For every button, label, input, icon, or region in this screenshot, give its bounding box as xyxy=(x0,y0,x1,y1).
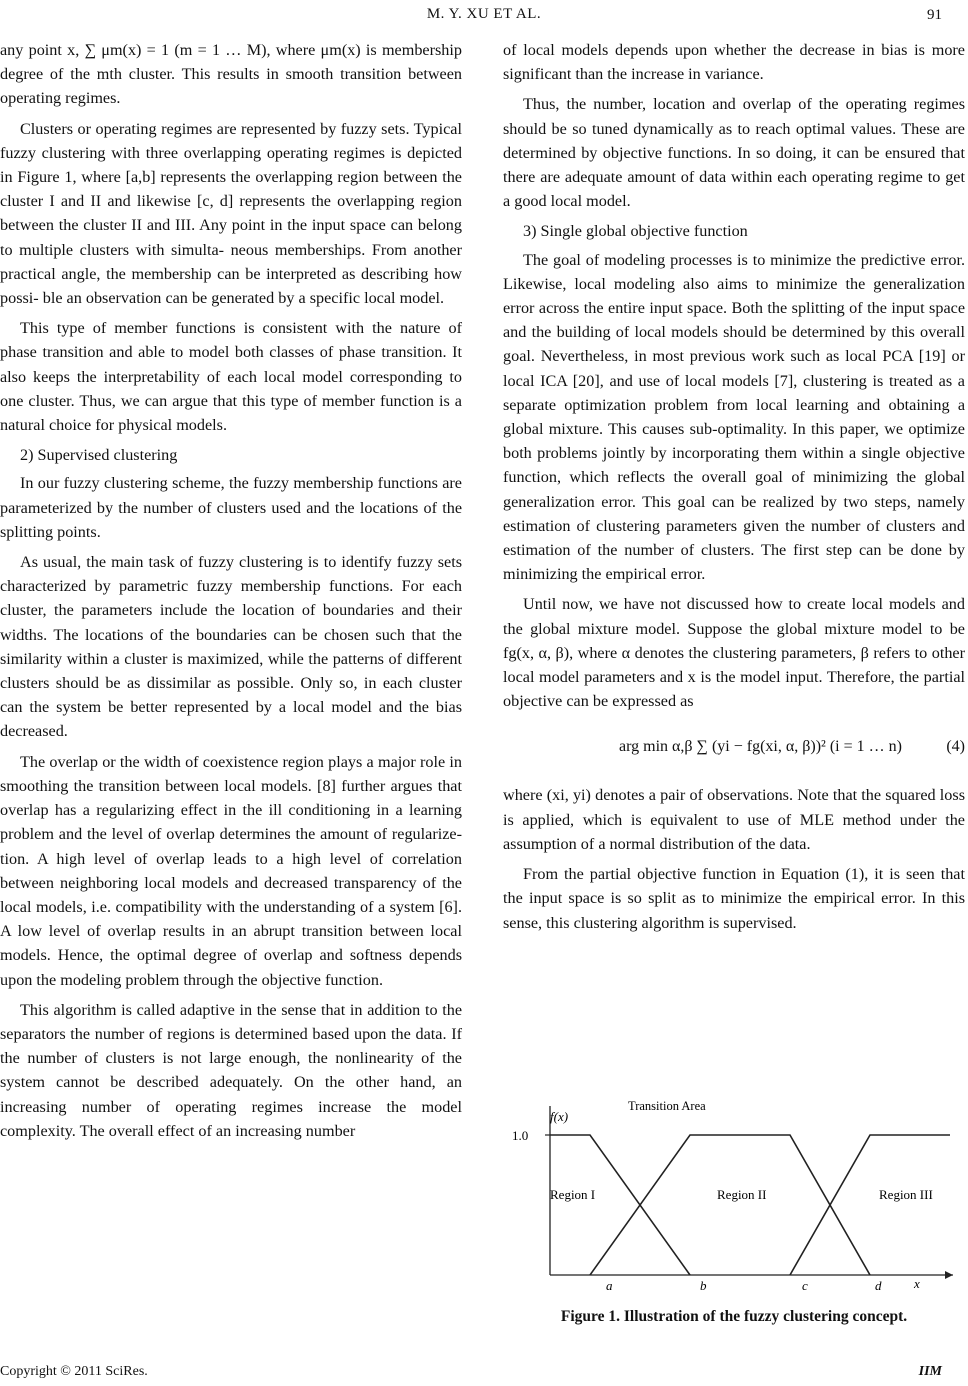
section-heading: 2) Supervised clustering xyxy=(20,446,178,465)
paragraph: of local models depends upon whether the decrease in bias is more significant than the increase in variance. xyxy=(503,41,965,84)
membership-curve-region-2 xyxy=(590,1135,870,1275)
paragraph: any point x, ∑ μm(x) = 1 (m = 1 … M), where μm(x) is membership degree of the mth cluster. This results in smooth transition between operating regimes. xyxy=(0,41,462,108)
right-column xyxy=(503,38,965,941)
region-label-2: Region II xyxy=(717,1187,767,1202)
paragraph: The overlap or the width of coexistence region plays a major role in smoothing the transition between local models. [8] further argues that overlap has a regularizing effect in the ill conditioning in a learning problem and the level of overlap determines the amount of regularize- tion. A high level of overlap leads to a high level of correlation between neighboring local models and decreased transparency of the local models, i.e. compatibility with the understanding of a system [6]. A low level of overlap results in an abrupt transition between local models. Hence, the optimal degree of overlap and softness depends upon the modeling problem through the objective function. xyxy=(0,752,462,989)
level-label: 1.0 xyxy=(512,1128,529,1143)
running-title: M. Y. XU ET AL. xyxy=(426,6,542,22)
paragraph: This algorithm is called adaptive in the sense that in addition to the separators the number of regions is determined based upon the data. If the number of clusters is not large enough, the nonlinearity of the system cannot be described adequately. On the other hand, an increasing number of operating regimes increase the model complexity. The overall effect of an increasing number xyxy=(0,1000,462,1140)
equation-4 xyxy=(503,719,965,775)
paragraph: In our fuzzy clustering scheme, the fuzzy membership functions are parameterized by the number of clusters used and the locations of the splitting points. xyxy=(0,474,462,541)
region-label-1: Region I xyxy=(550,1187,596,1202)
copyright-text: Copyright © 2011 SciRes. xyxy=(0,1364,148,1379)
paragraph: Clusters or operating regimes are represented by fuzzy sets. Typical fuzzy clustering with three overlapping operating regimes is depicted in Figure 1, where [a,b] represents the overlapping region between the cluster I and II and likewise [c, d] represents the overlapping region between the cluster II and III. Any point in the input space can belong to multiple clusters with simulta- neous memberships. From another practical angle, the membership can be interpreted as describing how possi- ble an observation can be generated by a specific local model. xyxy=(0,119,462,308)
figure-caption: Figure 1. Illustration of the fuzzy clustering concept. xyxy=(560,1308,908,1325)
membership-curve-region-1 xyxy=(550,1135,690,1275)
section-heading: 3) Single global objective function xyxy=(523,222,748,241)
point-label-d: d xyxy=(875,1278,882,1293)
paragraph: This type of member functions is consistent with the nature of phase transition and able to model both classes of phase transition. It also keeps the interpretability of each local model corresponding to one cluster. Thus, we can argue that this type of member function is a natural choice for physical models. xyxy=(0,319,462,435)
figure-1 xyxy=(505,1098,955,1298)
region-label-3: Region III xyxy=(879,1187,933,1202)
paragraph: Until now, we have not discussed how to create local models and the global mixture model. Suppose the global mixture model to be fg(x, α, β), where α denotes the clustering parameters, β refers to other local model parameters and x is the model input. Therefore, the partial objective can be expressed as xyxy=(503,595,965,711)
journal-abbrev: IIM xyxy=(918,1364,942,1379)
paragraph: As usual, the main task of fuzzy clustering is to identify fuzzy sets characterized by parametric fuzzy membership functions. For each cluster, the parameters include the location of boundaries and their widths. The locations of the boundaries can be chosen such that the similarity within a cluster is maximized, while the patterns of different clusters should be as dissimilar as possible. Only so, in each cluster can the system be better represented by a local model and the bias decreased. xyxy=(0,553,462,741)
page-number: 91 xyxy=(927,7,942,23)
paragraph: where (xi, yi) denotes a pair of observations. Note that the squared loss is applied, which is equivalent to use of MLE method under the assumption of a normal distribution of the data. xyxy=(503,786,965,853)
y-axis-label: f(x) xyxy=(550,1109,569,1124)
fuzzy-clustering-diagram xyxy=(505,1098,955,1298)
equation-body: arg min α,β ∑ (yi − fg(xi, α, β))² (i = 1 … n) xyxy=(619,738,902,756)
paragraph: The goal of modeling processes is to minimize the predictive error. Likewise, local modeling also aims to minimize the generalization error across the entire input space. Both the splitting of the input space and the building of local models should be determined by this overall goal. Nevertheless, in most previous work such as local PCA [19] or local ICA [20], and use of local models [7], clustering is treated as a separate optimization problem from local learning and obtaining a global mixture. This causes sub-optimality. In this paper, we optimize both problems jointly by incorporating them within a single objective function, which reflects the overall goal of minimizing the global generalization error. This goal can be realized by two steps, namely estimation of clustering parameters given the number of clusters and estimation of the number of clusters. The first step can be done by minimizing the empirical error. xyxy=(503,250,965,584)
paragraph: Thus, the number, location and overlap of the operating regimes should be so tuned dynamically as to reach optimal values. These are determined by objective functions. In so doing, it can be ensured that there are adequate amount of data within each operating regime to get a good local model. xyxy=(503,95,965,211)
equation-number: (4) xyxy=(946,738,965,756)
point-label-c: c xyxy=(802,1278,808,1293)
left-column xyxy=(0,38,462,1149)
paragraph: From the partial objective function in Equation (1), it is seen that the input space is so split as to minimize the empirical error. In this sense, this clustering algorithm is supervised. xyxy=(503,865,965,932)
membership-curve-region-3 xyxy=(790,1135,950,1275)
x-axis-arrow xyxy=(945,1271,953,1279)
x-axis-label: x xyxy=(914,1276,920,1291)
annotation-label: Transition Area xyxy=(628,1099,706,1113)
point-label-a: a xyxy=(606,1278,613,1293)
point-label-b: b xyxy=(700,1278,707,1293)
